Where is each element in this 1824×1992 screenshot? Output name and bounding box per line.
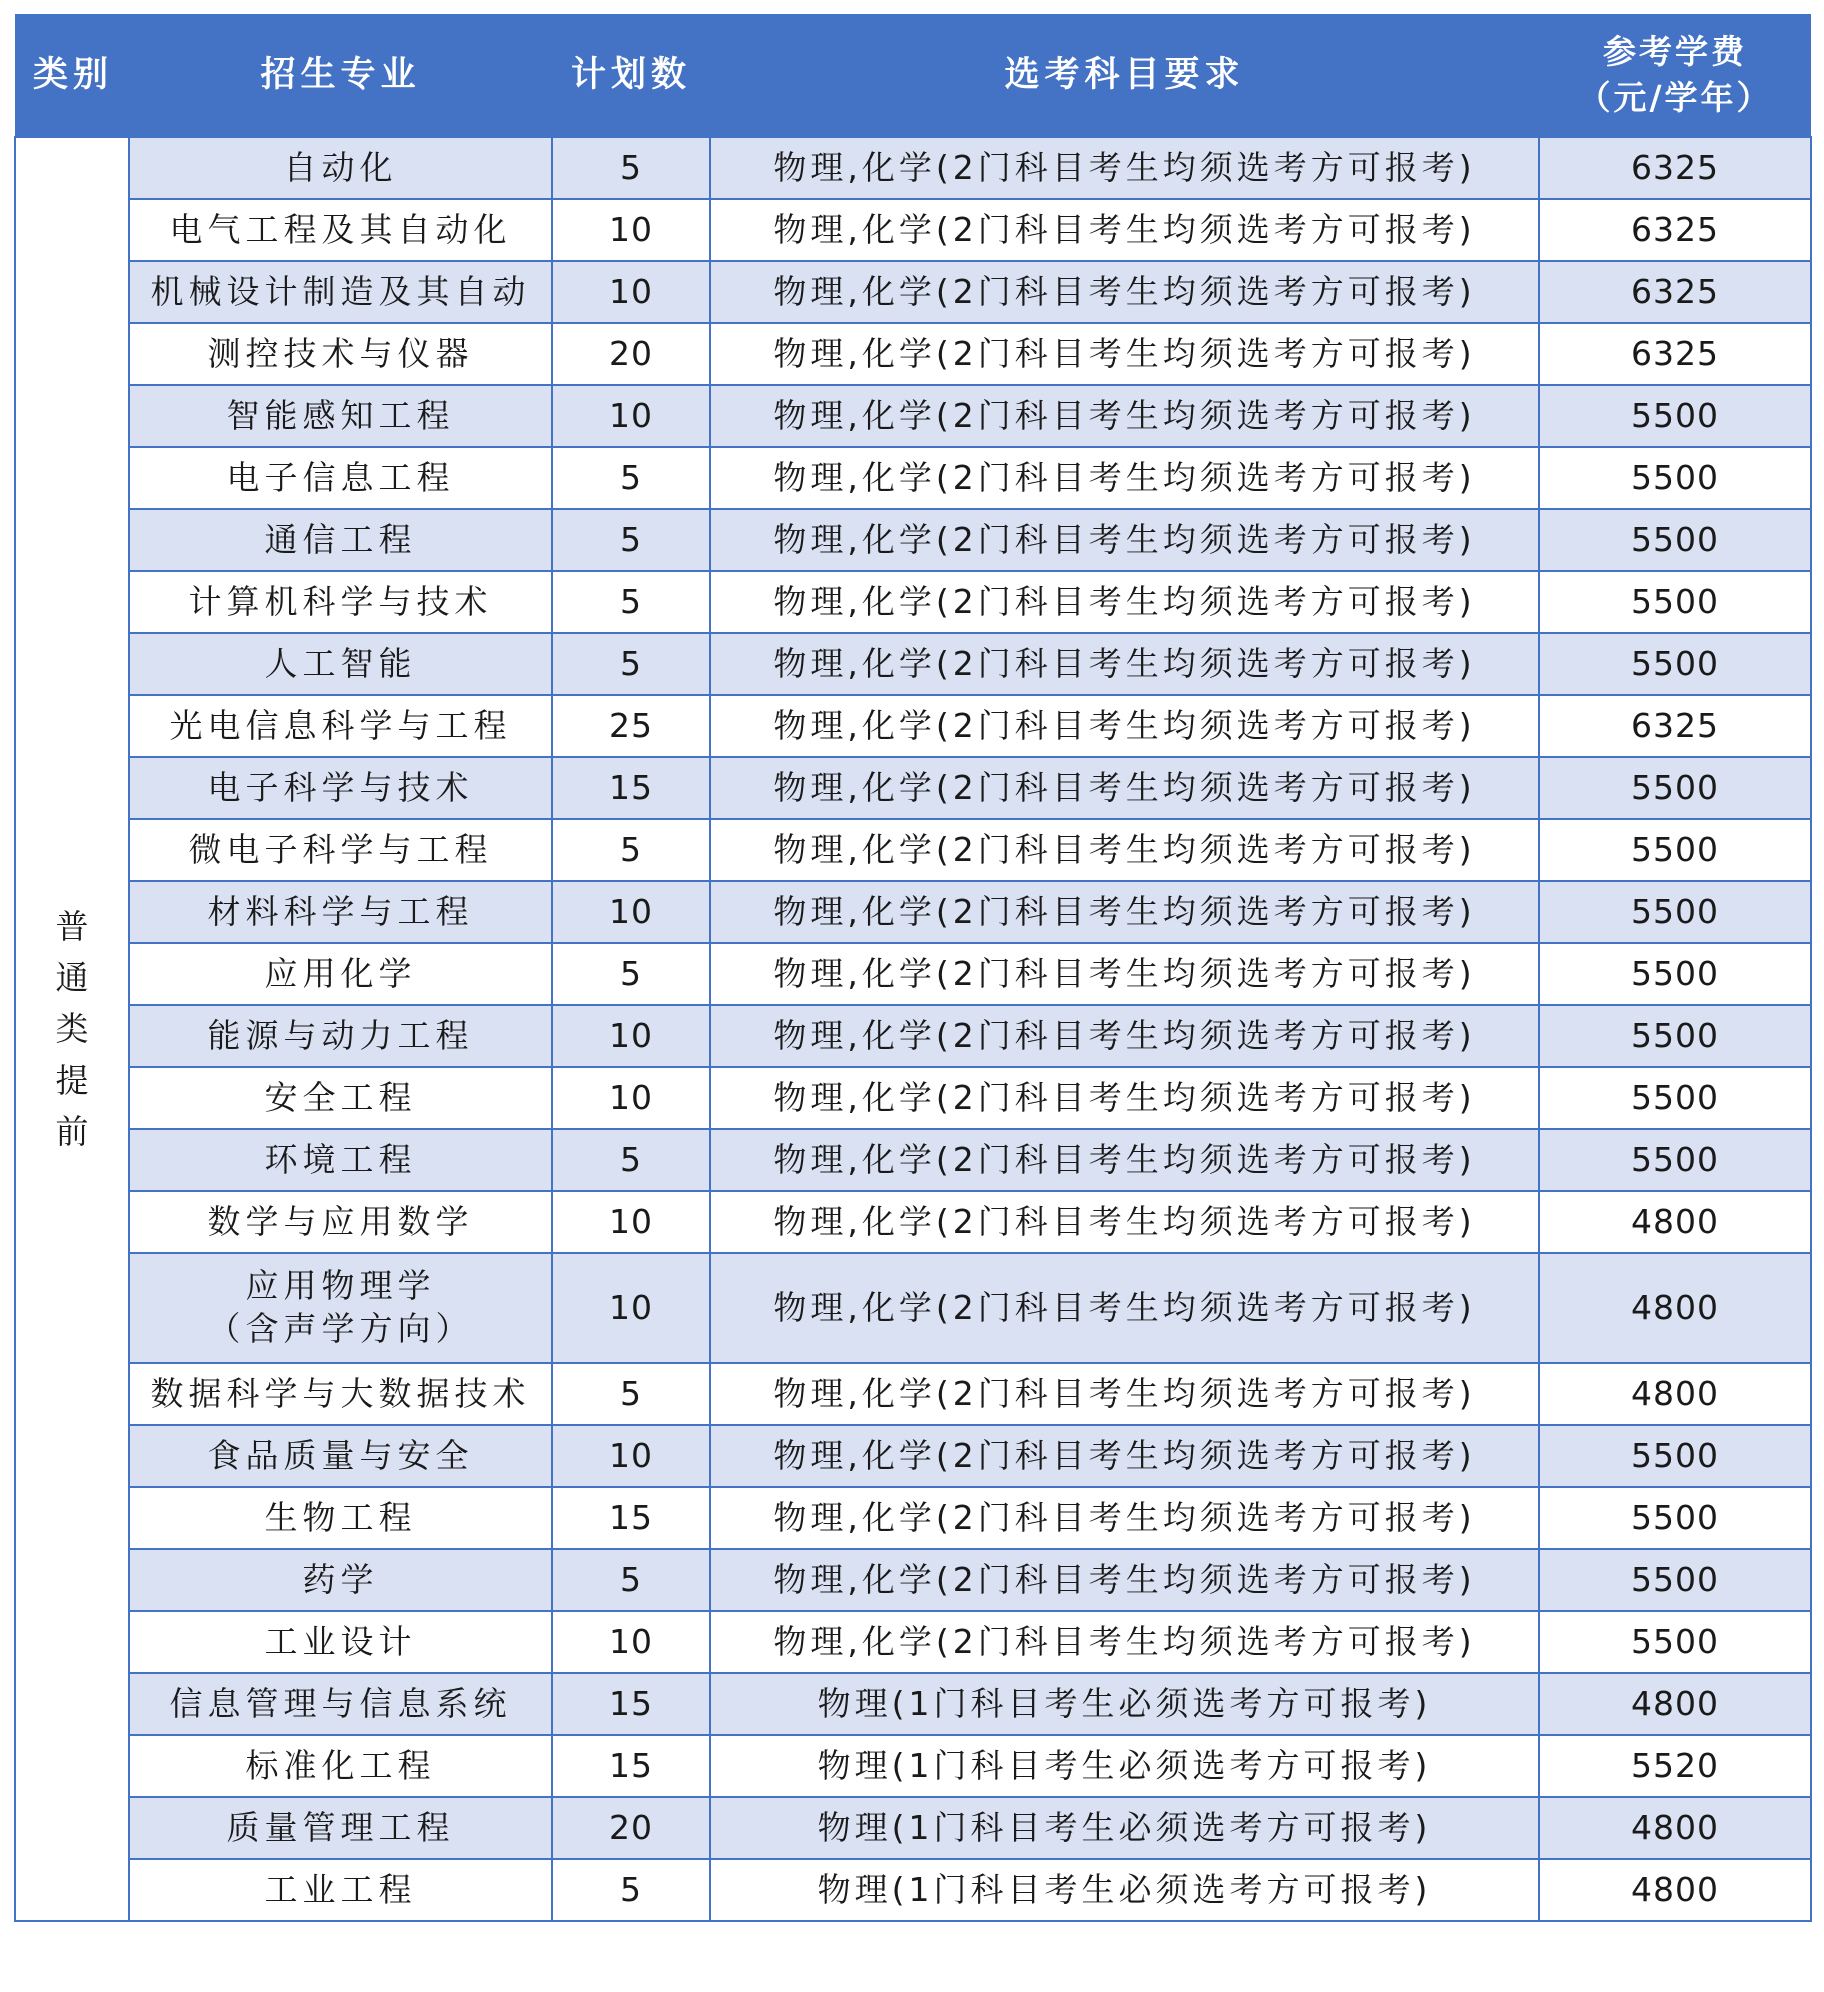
plan-cell: 10 [552,1191,710,1253]
requirement-cell: 物理,化学(2门科目考生均须选考方可报考) [710,1611,1539,1673]
category-cell [15,137,129,1921]
plan-cell: 5 [552,943,710,1005]
major-cell: 食品质量与安全 [129,1425,552,1487]
table-row [15,695,1811,757]
fee-cell: 4800 [1539,1673,1811,1735]
major-cell: 能源与动力工程 [129,1005,552,1067]
plan-cell: 15 [552,1673,710,1735]
plan-cell: 10 [552,1005,710,1067]
table-row [15,447,1811,509]
plan-cell: 5 [552,447,710,509]
major-cell: 信息管理与信息系统 [129,1673,552,1735]
table-row [15,1191,1811,1253]
header-fee [1539,14,1811,137]
fee-cell: 5500 [1539,881,1811,943]
requirement-cell: 物理,化学(2门科目考生均须选考方可报考) [710,571,1539,633]
requirement-cell: 物理,化学(2门科目考生均须选考方可报考) [710,199,1539,261]
table-row [15,943,1811,1005]
requirement-cell: 物理,化学(2门科目考生均须选考方可报考) [710,1549,1539,1611]
admission-plan-table [14,14,1812,1922]
table-row [15,1859,1811,1921]
fee-cell: 4800 [1539,1797,1811,1859]
major-cell: 工业设计 [129,1611,552,1673]
requirement-cell: 物理,化学(2门科目考生均须选考方可报考) [710,943,1539,1005]
fee-cell: 5500 [1539,1487,1811,1549]
fee-cell: 5500 [1539,1129,1811,1191]
fee-cell: 6325 [1539,261,1811,323]
table-row [15,385,1811,447]
major-cell: 通信工程 [129,509,552,571]
major-name: 应用物理学 [245,1266,436,1306]
fee-cell: 5500 [1539,385,1811,447]
major-cell: 测控技术与仪器 [129,323,552,385]
header-requirement: 选考科目要求 [710,14,1539,137]
table-row [15,819,1811,881]
table-row [15,1425,1811,1487]
major-cell: 材料科学与工程 [129,881,552,943]
major-cell: 自动化 [129,137,552,199]
table-row [15,571,1811,633]
plan-cell: 5 [552,1363,710,1425]
requirement-cell: 物理,化学(2门科目考生均须选考方可报考) [710,1253,1539,1363]
table-row [15,1487,1811,1549]
fee-cell: 6325 [1539,695,1811,757]
requirement-cell: 物理,化学(2门科目考生均须选考方可报考) [710,881,1539,943]
plan-cell: 10 [552,1611,710,1673]
requirement-cell: 物理,化学(2门科目考生均须选考方可报考) [710,323,1539,385]
header-fee-line2: （元/学年） [1577,78,1773,117]
table-row [15,881,1811,943]
table-row [15,1611,1811,1673]
requirement-cell: 物理,化学(2门科目考生均须选考方可报考) [710,633,1539,695]
major-cell: 电子科学与技术 [129,757,552,819]
requirement-cell: 物理,化学(2门科目考生均须选考方可报考) [710,1425,1539,1487]
major-cell: 环境工程 [129,1129,552,1191]
table-row [15,261,1811,323]
header-fee-line1: 参考学费 [1603,31,1747,71]
requirement-cell: 物理,化学(2门科目考生均须选考方可报考) [710,695,1539,757]
fee-cell: 6325 [1539,323,1811,385]
header-major: 招生专业 [129,14,552,137]
major-cell: 电气工程及其自动化 [129,199,552,261]
major-cell: 工业工程 [129,1859,552,1921]
table-row [15,1549,1811,1611]
plan-cell: 15 [552,757,710,819]
major-cell: 计算机科学与技术 [129,571,552,633]
table-row [15,1129,1811,1191]
requirement-cell: 物理,化学(2门科目考生均须选考方可报考) [710,385,1539,447]
header-category: 类别 [15,14,129,137]
requirement-cell: 物理,化学(2门科目考生均须选考方可报考) [710,1129,1539,1191]
plan-cell: 25 [552,695,710,757]
fee-cell: 5500 [1539,1611,1811,1673]
major-cell: 光电信息科学与工程 [129,695,552,757]
table-row [15,633,1811,695]
requirement-cell: 物理,化学(2门科目考生均须选考方可报考) [710,819,1539,881]
requirement-cell: 物理,化学(2门科目考生均须选考方可报考) [710,137,1539,199]
plan-cell: 10 [552,1067,710,1129]
table-row [15,323,1811,385]
plan-cell: 5 [552,819,710,881]
plan-cell: 5 [552,633,710,695]
table-row [15,757,1811,819]
plan-cell: 10 [552,1425,710,1487]
major-cell: 微电子科学与工程 [129,819,552,881]
requirement-cell: 物理,化学(2门科目考生均须选考方可报考) [710,1191,1539,1253]
major-cell: 质量管理工程 [129,1797,552,1859]
fee-cell: 5500 [1539,819,1811,881]
table-row [15,137,1811,199]
plan-cell: 15 [552,1735,710,1797]
major-cell: 机械设计制造及其自动 [129,261,552,323]
major-cell: 药学 [129,1549,552,1611]
fee-cell: 5500 [1539,509,1811,571]
requirement-cell: 物理,化学(2门科目考生均须选考方可报考) [710,509,1539,571]
requirement-cell: 物理,化学(2门科目考生均须选考方可报考) [710,1487,1539,1549]
plan-cell: 10 [552,881,710,943]
plan-cell: 5 [552,509,710,571]
requirement-cell: 物理,化学(2门科目考生均须选考方可报考) [710,1005,1539,1067]
table-row [15,199,1811,261]
table-row [15,509,1811,571]
plan-cell: 10 [552,1253,710,1363]
fee-cell: 5500 [1539,1005,1811,1067]
fee-cell: 5500 [1539,447,1811,509]
fee-cell: 4800 [1539,1253,1811,1363]
table-row [15,1363,1811,1425]
plan-cell: 5 [552,1549,710,1611]
requirement-cell: 物理,化学(2门科目考生均须选考方可报考) [710,447,1539,509]
plan-cell: 15 [552,1487,710,1549]
requirement-cell: 物理,化学(2门科目考生均须选考方可报考) [710,1363,1539,1425]
major-cell: 安全工程 [129,1067,552,1129]
fee-cell: 6325 [1539,137,1811,199]
major-cell: 电子信息工程 [129,447,552,509]
fee-cell: 6325 [1539,199,1811,261]
table-row [15,1005,1811,1067]
table-row [15,1067,1811,1129]
requirement-cell: 物理(1门科目考生必须选考方可报考) [710,1673,1539,1735]
major-cell: 数学与应用数学 [129,1191,552,1253]
table-body [15,137,1811,1921]
table-row [15,1735,1811,1797]
major-cell: 数据科学与大数据技术 [129,1363,552,1425]
major-cell: 应用化学 [129,943,552,1005]
plan-cell: 20 [552,1797,710,1859]
plan-cell: 10 [552,199,710,261]
plan-cell: 20 [552,323,710,385]
requirement-cell: 物理,化学(2门科目考生均须选考方可报考) [710,757,1539,819]
major-cell: 生物工程 [129,1487,552,1549]
fee-cell: 4800 [1539,1191,1811,1253]
requirement-cell: 物理(1门科目考生必须选考方可报考) [710,1797,1539,1859]
fee-cell: 5500 [1539,633,1811,695]
fee-cell: 5500 [1539,1067,1811,1129]
major-cell: 标准化工程 [129,1735,552,1797]
fee-cell: 5500 [1539,571,1811,633]
fee-cell: 4800 [1539,1363,1811,1425]
requirement-cell: 物理,化学(2门科目考生均须选考方可报考) [710,1067,1539,1129]
plan-cell: 5 [552,571,710,633]
requirement-cell: 物理(1门科目考生必须选考方可报考) [710,1859,1539,1921]
table-header-row [15,14,1811,137]
fee-cell: 5500 [1539,943,1811,1005]
fee-cell: 5500 [1539,757,1811,819]
plan-cell: 10 [552,261,710,323]
major-cell: 智能感知工程 [129,385,552,447]
major-note: （含声学方向） [207,1309,474,1348]
major-cell: 人工智能 [129,633,552,695]
fee-cell: 5520 [1539,1735,1811,1797]
major-cell [129,1253,552,1363]
plan-cell: 10 [552,385,710,447]
fee-cell: 4800 [1539,1859,1811,1921]
table-row [15,1253,1811,1363]
header-plan: 计划数 [552,14,710,137]
plan-cell: 5 [552,137,710,199]
fee-cell: 5500 [1539,1425,1811,1487]
plan-cell: 5 [552,1859,710,1921]
requirement-cell: 物理(1门科目考生必须选考方可报考) [710,1735,1539,1797]
fee-cell: 5500 [1539,1549,1811,1611]
table-row [15,1797,1811,1859]
category-label: 普通类提前 [55,907,89,1151]
table-row [15,1673,1811,1735]
plan-cell: 5 [552,1129,710,1191]
requirement-cell: 物理,化学(2门科目考生均须选考方可报考) [710,261,1539,323]
